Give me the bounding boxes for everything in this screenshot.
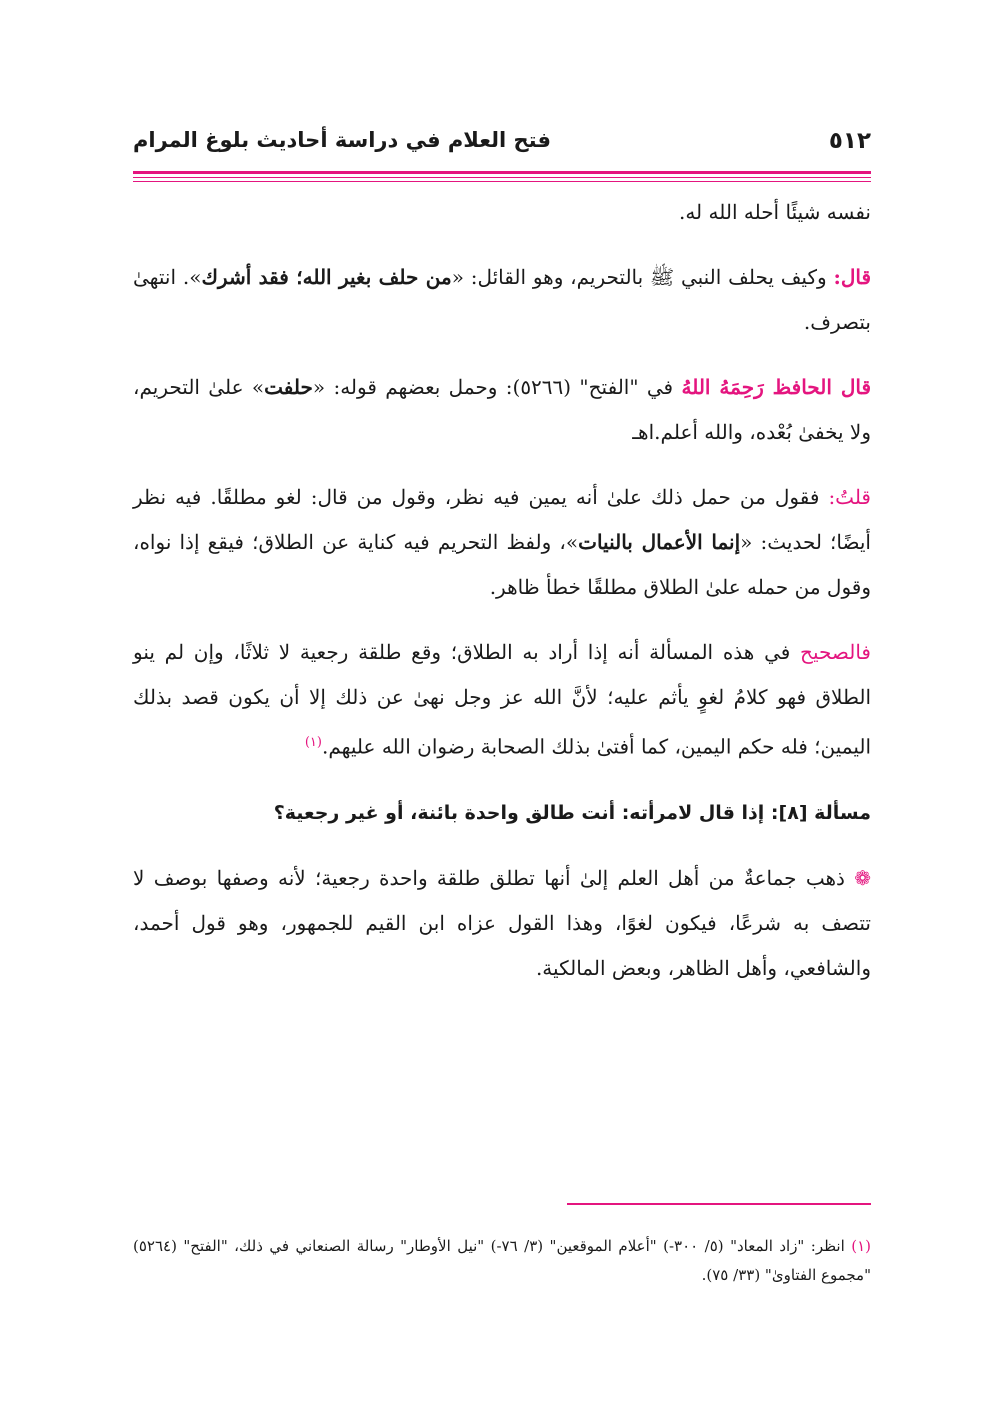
footnote-marker: (١) bbox=[851, 1237, 871, 1255]
page-number: ٥١٢ bbox=[828, 128, 871, 154]
book-title: فتح العلام في دراسة أحاديث بلوغ المرام bbox=[133, 128, 551, 152]
flower-ornament-icon: ❁ bbox=[854, 865, 871, 890]
paragraph-3-text-2: » علىٰ التحريم، ولا يخفىٰ بُعْده، والله أعلم.اهـ bbox=[133, 375, 871, 444]
paragraph-5 bbox=[133, 630, 871, 770]
issue-title: إذا قال لامرأته: أنت طالق واحدة بائنة، أو غير رجعية؟ bbox=[273, 801, 771, 824]
paragraph-4-text-2: »، ولفظ التحريم فيه كناية عن الطلاق؛ فيقع إذا نواه، وقول من حمله علىٰ الطلاق مطلقًا خطأ ظاهر. bbox=[133, 530, 871, 599]
paragraph-2-end: ». انتهىٰ بتصرف. bbox=[133, 265, 871, 334]
paragraph-6-text: ذهب جماعةٌ من أهل العلم إلىٰ أنها تطلق طلقة واحدة رجعية؛ لأنه وصفها بوصف لا تتصف به شرعًا، فيكون لغوًا، وهذا القول عزاه ابن القيم للجمهور، وهو قول أحمد، والشافعي، وأهل الظاهر، وبعض المالكية. bbox=[133, 865, 871, 980]
page-body bbox=[133, 190, 871, 1011]
paragraph-6 bbox=[133, 856, 871, 991]
paragraph-5-text: في هذه المسألة أنه إذا أراد به الطلاق؛ وقع طلقة رجعية لا ثلاثًا، وإن لم ينو الطلاق فهو كلامُ لغوٍ يأثم عليه؛ لأنَّ الله عز وجل نهىٰ عن ذلك إلا أن يكون قصد بذلك اليمين؛ فله حكم اليمين، كما أفتىٰ بذلك الصحابة رضوان الله عليهم. bbox=[133, 640, 871, 759]
hadith-quote: من حلف بغير الله؛ فقد أشرك bbox=[201, 265, 452, 289]
footnote bbox=[133, 1232, 871, 1290]
page-header bbox=[133, 128, 871, 168]
header-rule-thin-2 bbox=[133, 181, 871, 182]
halaft-quote: حلفت bbox=[264, 375, 313, 399]
footnote-reference[interactable]: (١) bbox=[304, 735, 322, 750]
issue-heading bbox=[133, 790, 871, 836]
niyyat-quote: إنما الأعمال بالنيات bbox=[578, 530, 741, 554]
qultu-label: قلتُ: bbox=[828, 485, 871, 509]
paragraph-3-text-1: في "الفتح" (٥٢٦٦): وحمل بعضهم قوله: « bbox=[312, 375, 682, 399]
qal-label: قال: bbox=[833, 265, 872, 289]
paragraph-3 bbox=[133, 365, 871, 455]
footnote-separator bbox=[567, 1203, 871, 1205]
hafiz-label: قال الحافظ رَحِمَهُ اللهُ bbox=[681, 375, 872, 399]
paragraph-2-text: وكيف يحلف النبي ﷺ بالتحريم، وهو القائل: « bbox=[451, 265, 834, 289]
header-rule-thin bbox=[133, 177, 871, 178]
paragraph-1-text: نفسه شيئًا أحله الله له. bbox=[678, 200, 871, 224]
paragraph-4 bbox=[133, 475, 871, 610]
issue-label: مسألة [٨]: bbox=[770, 801, 871, 824]
footnote-text: انظر: "زاد المعاد" (٥/ ٣٠٠-) "أعلام الموقعين" (٣/ ٧٦-) "نيل الأوطار" رسالة الصنعاني في ذلك، "الفتح" (٥٢٦٤) "مجموع الفتاوىٰ" (٣٣/ ٧٥). bbox=[133, 1237, 871, 1284]
paragraph-2 bbox=[133, 255, 871, 345]
sahih-label: فالصحيح bbox=[800, 640, 871, 664]
header-rule-thick bbox=[133, 171, 871, 174]
paragraph-1 bbox=[133, 190, 871, 235]
paragraph-4-text-1: فقول من حمل ذلك علىٰ أنه يمين فيه نظر، وقول من قال: لغو مطلقًا. فيه نظر أيضًا؛ لحديث: « bbox=[133, 485, 871, 554]
